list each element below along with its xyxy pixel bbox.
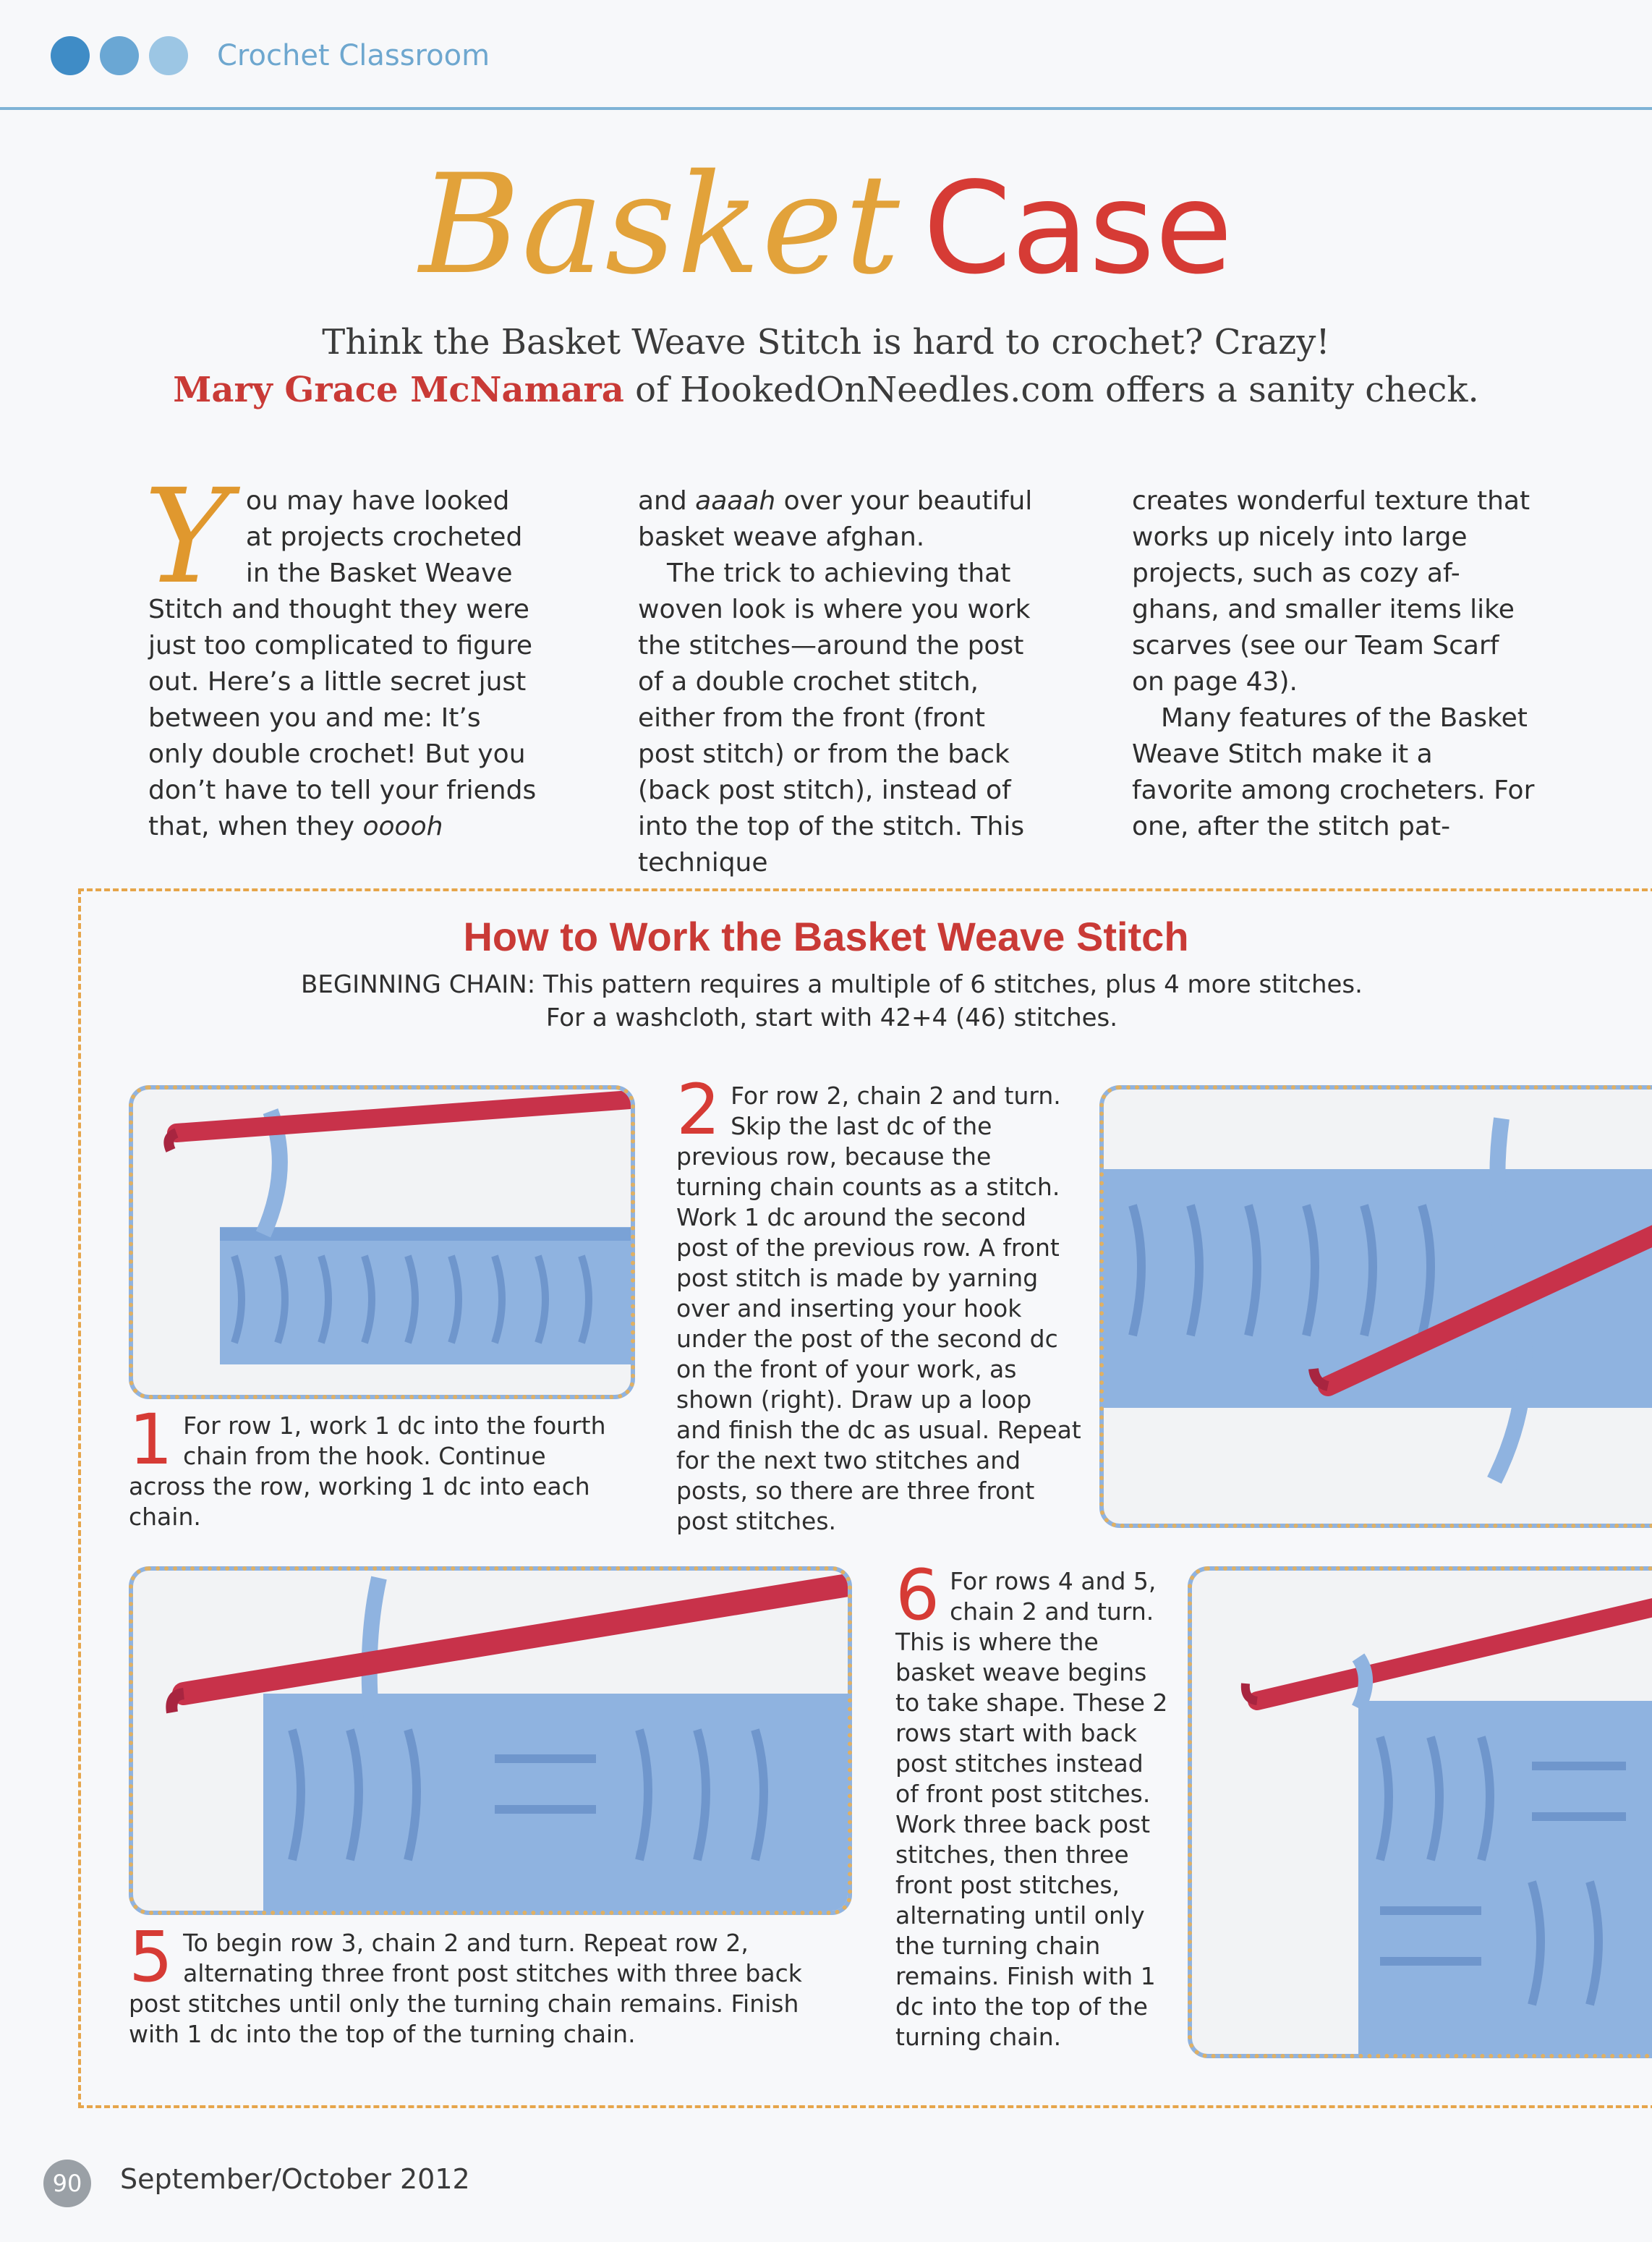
title-script: Basket bbox=[419, 145, 902, 305]
page-number: 90 bbox=[43, 2160, 91, 2207]
deck-rest: of HookedOnNeedles.com offers a sanity check. bbox=[623, 370, 1479, 410]
issue-date: September/October 2012 bbox=[120, 2163, 470, 2195]
howto-sub-2: For a washcloth, start with 42+4 (46) stitches. bbox=[545, 1003, 1118, 1032]
intro-column-1 bbox=[144, 462, 539, 845]
author-name: Mary Grace McNamara bbox=[173, 370, 624, 410]
section-label: Crochet Classroom bbox=[217, 39, 490, 72]
intro-col1-em: ooooh bbox=[362, 812, 443, 841]
intro-col3-p1: creates wonderful texture that works up nicely into large projects, such as cozy af-ghans, and smaller items like scarves (see our Team Scarf on page 43). bbox=[1132, 486, 1530, 697]
step-number: 1 bbox=[129, 1399, 174, 1480]
deck-line-1: Think the Basket Weave Stitch is hard to crochet? Crazy! bbox=[322, 322, 1330, 362]
deck-line-2 bbox=[0, 366, 1652, 414]
step-5-photo bbox=[129, 1566, 852, 1915]
section-header bbox=[51, 30, 490, 81]
intro-col2-b: over your beautiful basket weave afghan. bbox=[638, 486, 1033, 552]
howto-sub-1: BEGINNING CHAIN: This pattern requires a multiple of 6 stitches, plus 4 more stitches. bbox=[301, 970, 1363, 999]
step-number: 5 bbox=[129, 1916, 174, 1997]
drop-cap: Y bbox=[144, 462, 230, 613]
step-text: For row 1, work 1 dc into the fourth chain from the hook. Continue across the row, working 1 dc into each chain. bbox=[129, 1411, 606, 1531]
intro-col2-em: aaaah bbox=[695, 486, 776, 516]
deck bbox=[0, 318, 1652, 414]
step-6 bbox=[895, 1555, 1170, 2052]
intro-col1-text: ou may have looked at projects crocheted in the Basket Weave Stitch and thought they were just too complicated to figure out. Here’s a little secret just between you and me: It’s only double crochet! But you don’t have to tell your friends that, when they bbox=[148, 486, 537, 841]
howto-subtitle bbox=[217, 968, 1447, 1035]
step-1 bbox=[129, 1399, 621, 1532]
intro-column-2 bbox=[638, 483, 1043, 881]
intro-col2-p2: The trick to achieving that woven look is where you work the stitches—around the post of a double crochet stitch, either from the front (front post stitch) or from the back (back post stitch), instead of into the top of the stitch. This technique bbox=[638, 559, 1031, 878]
blue-dot-icon bbox=[100, 36, 139, 75]
step-2-photo bbox=[1099, 1085, 1652, 1528]
intro-col3-p2: Many features of the Basket Weave Stitch make it a favorite among crocheters. For one, after the stitch pat- bbox=[1132, 703, 1535, 841]
blue-dot-icon bbox=[149, 36, 188, 75]
step-2 bbox=[676, 1069, 1081, 1537]
intro-column-3 bbox=[1132, 483, 1537, 845]
step-text: For row 2, chain 2 and turn. Skip the last dc of the previous row, because the turning chain counts as a stitch. Work 1 dc around the second post of the previous row. A front post stitch is made by yarning over and inserting your hook under the post of the second dc on the front of your work, as shown (right). Draw up a loop and finish the dc as usual. Repeat for the next two stitches and posts, so there are three front post stitches. bbox=[676, 1082, 1081, 1535]
step-number: 2 bbox=[676, 1069, 721, 1150]
intro-col2-a: and bbox=[638, 486, 696, 516]
blue-dot-icon bbox=[51, 36, 90, 75]
howto-title: How to Work the Basket Weave Stitch bbox=[463, 914, 1189, 959]
title-sans: Case bbox=[923, 156, 1233, 302]
step-number: 6 bbox=[895, 1555, 940, 1636]
page-title bbox=[0, 145, 1652, 318]
step-text: To begin row 3, chain 2 and turn. Repeat row 2, alternating three front post stitches with three back post stitches until only the turning chain remains. Finish with 1 dc into the top of the turning chain. bbox=[129, 1929, 802, 2048]
step-text: For rows 4 and 5, chain 2 and turn. This is where the basket weave begins to take shape. These 2 rows start with back post stitches instead of front post stitches. Work three back post stitches, then three front post stitches, alternating until only the turning chain remains. Finish with 1 dc into the top of the turning chain. bbox=[895, 1567, 1168, 2051]
step-5 bbox=[129, 1916, 838, 2050]
step-1-photo bbox=[129, 1085, 635, 1399]
step-6-photo bbox=[1188, 1566, 1652, 2058]
header-rule bbox=[0, 107, 1652, 110]
